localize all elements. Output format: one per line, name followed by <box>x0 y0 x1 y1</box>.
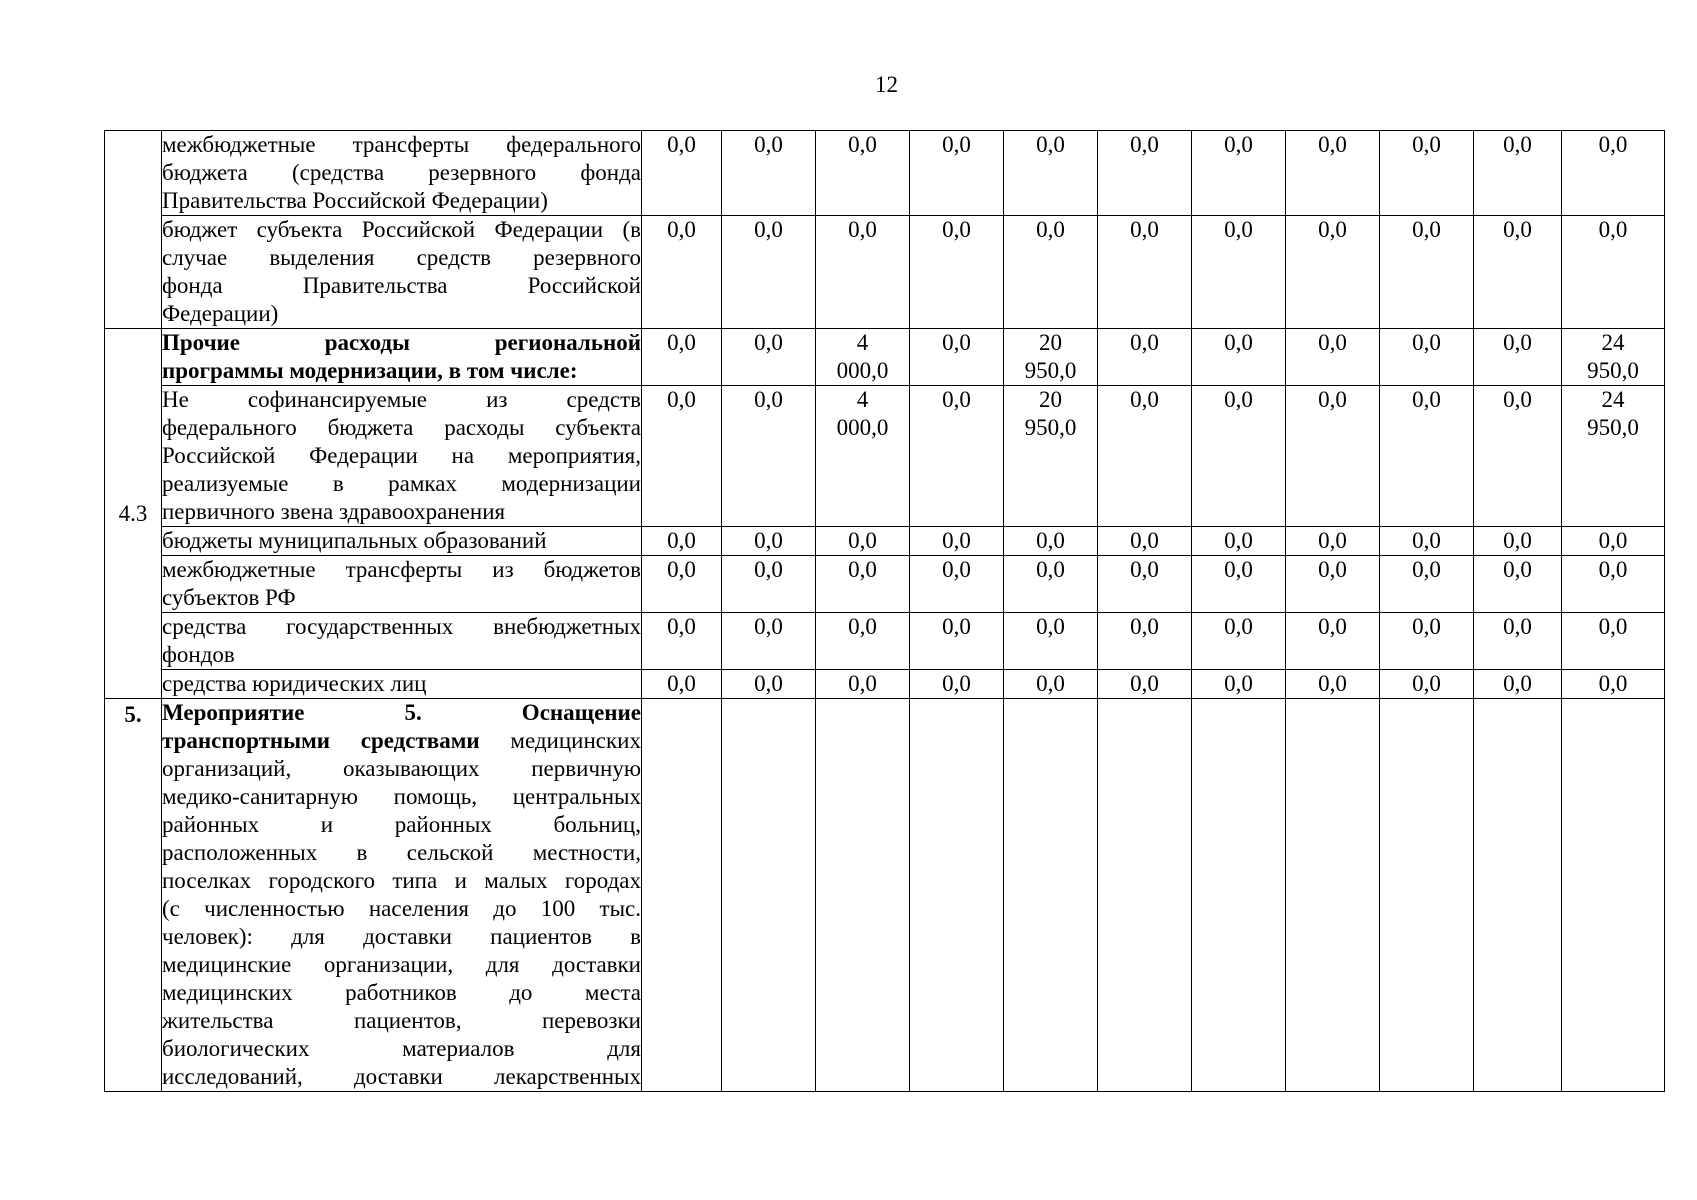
value-cell: 0,0 <box>642 216 722 329</box>
value-cell: 20 950,0 <box>1004 386 1098 527</box>
value-cell: 0,0 <box>1562 556 1665 613</box>
value-cell: 0,0 <box>642 670 722 699</box>
description-line: бюджеты муниципальных образований <box>162 528 547 553</box>
value-cell: 0,0 <box>816 527 910 556</box>
value-cell <box>1004 699 1098 1092</box>
row-description <box>162 216 642 329</box>
value-cell: 0,0 <box>1098 556 1192 613</box>
value-cell: 0,0 <box>722 216 816 329</box>
value-cell: 0,0 <box>1474 216 1562 329</box>
value-cell: 24 950,0 <box>1562 386 1665 527</box>
value-cell: 0,0 <box>910 613 1004 670</box>
description-line: медико-санитарную помощь, центральных <box>162 784 641 809</box>
value-cell: 0,0 <box>816 131 910 216</box>
value-cell: 0,0 <box>1098 131 1192 216</box>
value-cell: 0,0 <box>1380 556 1474 613</box>
description-line: межбюджетные трансферты федерального <box>162 132 641 157</box>
description-line: жительства пациентов, перевозки <box>162 1008 641 1033</box>
description-line: бюджета (средства резервного фонда <box>162 160 641 185</box>
value-cell: 0,0 <box>1474 613 1562 670</box>
value-cell: 0,0 <box>722 613 816 670</box>
value-cell: 0,0 <box>1562 131 1665 216</box>
value-cell <box>722 699 816 1092</box>
value-cell: 0,0 <box>1098 216 1192 329</box>
value-cell: 4 000,0 <box>816 329 910 386</box>
description-line: Не софинансируемые из средств <box>162 387 641 412</box>
value-cell: 0,0 <box>1380 329 1474 386</box>
value-cell: 0,0 <box>1192 527 1286 556</box>
value-cell: 0,0 <box>1098 670 1192 699</box>
description-line: программы модернизации, в том числе: <box>162 358 578 383</box>
value-cell: 0,0 <box>1562 613 1665 670</box>
value-cell: 0,0 <box>1192 613 1286 670</box>
description-line: поселках городского типа и малых городах <box>162 868 641 893</box>
value-cell: 0,0 <box>722 556 816 613</box>
description-line: Прочие расходы региональной <box>162 330 641 355</box>
value-cell: 0,0 <box>1380 386 1474 527</box>
value-cell: 0,0 <box>642 527 722 556</box>
description-line: районных и районных больниц, <box>162 812 641 837</box>
value-cell: 0,0 <box>1286 131 1380 216</box>
value-cell <box>1474 699 1562 1092</box>
value-cell: 0,0 <box>642 131 722 216</box>
value-cell: 0,0 <box>642 329 722 386</box>
value-cell <box>1098 699 1192 1092</box>
value-cell: 0,0 <box>1098 527 1192 556</box>
value-cell: 0,0 <box>1192 670 1286 699</box>
description-line: средства юридических лиц <box>162 671 427 696</box>
value-cell <box>1380 699 1474 1092</box>
value-cell: 0,0 <box>1192 386 1286 527</box>
value-cell: 0,0 <box>816 216 910 329</box>
value-cell: 0,0 <box>722 329 816 386</box>
description-line: Мероприятие 5. Оснащение <box>162 700 641 725</box>
value-cell: 0,0 <box>1380 670 1474 699</box>
value-cell: 0,0 <box>910 216 1004 329</box>
table-row <box>105 131 1665 216</box>
value-cell: 0,0 <box>910 670 1004 699</box>
description-line: Российской Федерации на мероприятия, <box>162 443 641 468</box>
description-line: бюджет субъекта Российской Федерации (в <box>162 217 641 242</box>
value-cell: 0,0 <box>1474 556 1562 613</box>
value-cell <box>642 699 722 1092</box>
value-cell: 0,0 <box>1562 670 1665 699</box>
row-description <box>162 699 642 1092</box>
value-cell <box>1562 699 1665 1092</box>
row-description <box>162 329 642 386</box>
value-cell: 0,0 <box>1004 670 1098 699</box>
description-line: первичного звена здравоохранения <box>162 499 506 524</box>
value-cell: 0,0 <box>722 670 816 699</box>
value-cell: 0,0 <box>722 386 816 527</box>
value-cell: 0,0 <box>642 556 722 613</box>
table-row <box>105 329 1665 386</box>
value-cell: 0,0 <box>1380 216 1474 329</box>
description-line: организаций, оказывающих первичную <box>162 756 641 781</box>
value-cell: 0,0 <box>1192 556 1286 613</box>
value-cell: 0,0 <box>1286 613 1380 670</box>
value-cell: 0,0 <box>1380 527 1474 556</box>
value-cell: 0,0 <box>910 527 1004 556</box>
value-cell: 0,0 <box>816 670 910 699</box>
row-description <box>162 131 642 216</box>
value-cell: 0,0 <box>1098 613 1192 670</box>
value-cell: 0,0 <box>1380 131 1474 216</box>
table-row <box>105 386 1665 527</box>
row-description <box>162 613 642 670</box>
value-cell: 0,0 <box>1286 329 1380 386</box>
value-cell: 24 950,0 <box>1562 329 1665 386</box>
value-cell <box>1286 699 1380 1092</box>
value-cell: 0,0 <box>910 131 1004 216</box>
value-cell: 0,0 <box>1004 556 1098 613</box>
value-cell: 0,0 <box>1286 670 1380 699</box>
section-number: 4.3 <box>105 329 162 699</box>
table-row <box>105 699 1665 1092</box>
value-cell: 0,0 <box>910 386 1004 527</box>
value-cell: 4 000,0 <box>816 386 910 527</box>
value-cell: 0,0 <box>722 527 816 556</box>
description-line: субъектов РФ <box>162 585 296 610</box>
value-cell: 0,0 <box>816 613 910 670</box>
description-line: межбюджетные трансферты из бюджетов <box>162 557 641 582</box>
description-line: средства государственных внебюджетных <box>162 614 641 639</box>
row-description <box>162 670 642 699</box>
description-line: транспортными средствами медицинских <box>162 728 641 753</box>
description-line: биологических материалов для <box>162 1036 641 1061</box>
description-line: фонда Правительства Российской <box>162 273 641 298</box>
value-cell: 0,0 <box>1474 527 1562 556</box>
value-cell: 0,0 <box>1192 216 1286 329</box>
value-cell: 0,0 <box>1004 613 1098 670</box>
value-cell: 0,0 <box>1004 131 1098 216</box>
value-cell: 0,0 <box>816 556 910 613</box>
value-cell: 0,0 <box>910 329 1004 386</box>
page-number: 12 <box>875 72 898 97</box>
value-cell: 0,0 <box>722 131 816 216</box>
value-cell: 0,0 <box>1380 613 1474 670</box>
budget-table <box>104 130 1665 1092</box>
table-row <box>105 670 1665 699</box>
value-cell: 0,0 <box>1286 216 1380 329</box>
value-cell: 0,0 <box>642 386 722 527</box>
value-cell: 0,0 <box>1192 131 1286 216</box>
description-line: фондов <box>162 642 235 667</box>
value-cell: 0,0 <box>1286 527 1380 556</box>
description-line: Правительства Российской Федерации) <box>162 188 548 213</box>
table-row <box>105 527 1665 556</box>
value-cell: 0,0 <box>1474 386 1562 527</box>
table-row <box>105 613 1665 670</box>
value-cell: 0,0 <box>1562 216 1665 329</box>
value-cell: 0,0 <box>1004 527 1098 556</box>
description-line: (с численностью населения до 100 тыс. <box>162 896 641 921</box>
value-cell: 0,0 <box>910 556 1004 613</box>
description-line: медицинских работников до места <box>162 980 641 1005</box>
value-cell: 0,0 <box>1562 527 1665 556</box>
description-line: случае выделения средств резервного <box>162 245 641 270</box>
value-cell: 0,0 <box>642 613 722 670</box>
row-description <box>162 386 642 527</box>
section-number <box>105 131 162 329</box>
value-cell <box>1192 699 1286 1092</box>
row-description <box>162 556 642 613</box>
description-line: реализуемые в рамках модернизации <box>162 471 641 496</box>
value-cell <box>816 699 910 1092</box>
value-cell: 0,0 <box>1286 556 1380 613</box>
description-line: расположенных в сельской местности, <box>162 840 641 865</box>
value-cell: 0,0 <box>1286 386 1380 527</box>
table-row <box>105 216 1665 329</box>
value-cell: 0,0 <box>1474 131 1562 216</box>
value-cell <box>910 699 1004 1092</box>
value-cell: 0,0 <box>1098 386 1192 527</box>
table-row <box>105 556 1665 613</box>
description-line: федерального бюджета расходы субъекта <box>162 415 641 440</box>
value-cell: 0,0 <box>1004 216 1098 329</box>
value-cell: 0,0 <box>1474 329 1562 386</box>
description-line: исследований, доставки лекарственных <box>162 1064 641 1089</box>
value-cell: 20 950,0 <box>1004 329 1098 386</box>
description-line: Федерации) <box>162 301 279 326</box>
description-line: медицинские организации, для доставки <box>162 952 641 977</box>
value-cell: 0,0 <box>1192 329 1286 386</box>
description-line: человек): для доставки пациентов в <box>162 924 641 949</box>
row-description <box>162 527 642 556</box>
value-cell: 0,0 <box>1474 670 1562 699</box>
section-number: 5. <box>105 699 162 1092</box>
value-cell: 0,0 <box>1098 329 1192 386</box>
